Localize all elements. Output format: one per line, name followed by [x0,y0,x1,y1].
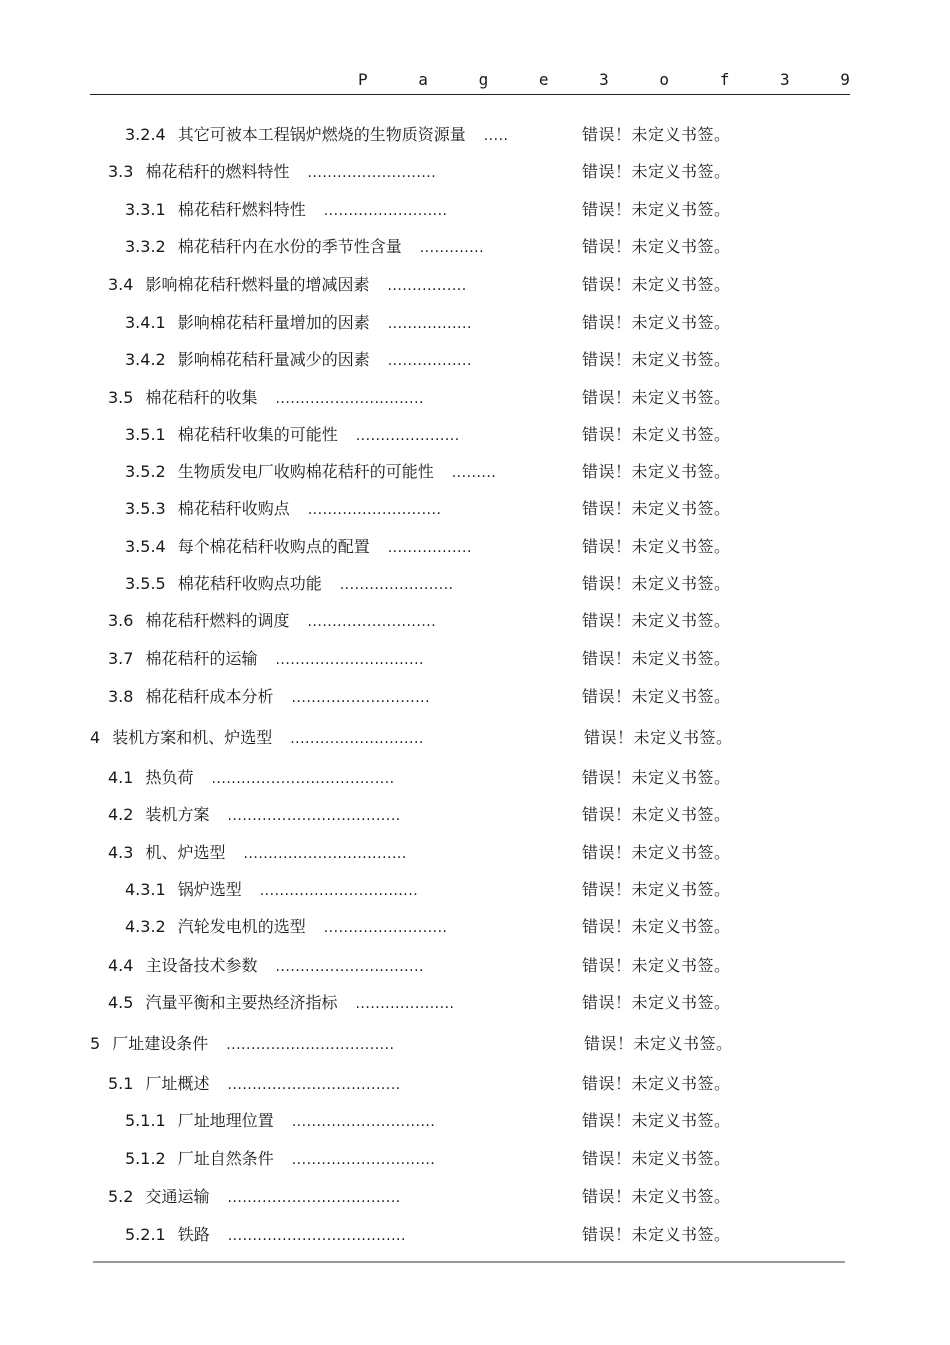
toc-entry[interactable] [0,271,950,299]
toc-dot-leader: ................................... [227,808,401,824]
toc-entry-title: 主设备技术参数 [145,956,258,975]
toc-entry[interactable] [0,1070,950,1098]
toc-dot-leader: ..................... [355,428,460,444]
toc-entry-page-ref: 错误！未定义书签。 [582,880,731,899]
toc-entry[interactable] [0,570,950,598]
header-char: 3 [779,70,790,89]
toc-entry-label [125,533,472,562]
toc-entry-title: 每个棉花秸秆收购点的配置 [177,537,370,556]
toc-entry-title: 交通运输 [145,1187,210,1206]
toc-entry-number: 3.8 [108,687,134,706]
header-char: o [659,70,670,89]
toc-entry[interactable] [0,458,950,486]
footer-rule [93,1261,845,1263]
toc-entry-number: 3.5 [108,388,134,407]
toc-entry-label [125,495,441,524]
toc-entry[interactable] [0,196,950,224]
toc-entry-page-ref: 错误！未定义书签。 [582,611,731,630]
toc-entry-label [125,121,509,150]
toc-entry-page-ref: 错误！未定义书签。 [582,350,731,369]
toc-entry-label [125,196,448,225]
toc-entry-page-ref: 错误！未定义书签。 [582,1225,731,1244]
toc-entry-label [125,913,448,942]
toc-entry-number: 3.2.4 [125,125,166,144]
toc-entry-page-ref: 错误！未定义书签。 [582,388,731,407]
toc-entry-title: 棉花秸秆内在水份的季节性含量 [177,237,402,256]
toc-entry[interactable] [0,839,950,867]
toc-entry-title: 厂址建设条件 [112,1034,209,1053]
toc-entry[interactable] [0,683,950,711]
toc-entry-page-ref: 错误！未定义书签。 [582,275,731,294]
toc-entry-title: 机、炉选型 [145,843,226,862]
toc-entry-page-ref: 错误！未定义书签。 [582,687,731,706]
toc-entry-page-ref: 错误！未定义书签。 [582,125,731,144]
header-char: 3 [599,70,609,89]
toc-entry-title: 棉花秸秆收集的可能性 [177,425,338,444]
toc-entry-title: 棉花秸秆燃料的调度 [145,611,290,630]
toc-entry-title: 厂址概述 [145,1074,210,1093]
toc-entry-number: 3.3.1 [125,200,166,219]
header-char: g [478,70,489,89]
toc-entry-page-ref: 错误！未定义书签。 [582,1149,731,1168]
toc-entry-page-ref: 错误！未定义书签。 [582,649,731,668]
toc-entry[interactable] [0,876,950,904]
toc-entry-label [125,346,472,375]
toc-dot-leader: ................. [387,316,472,332]
toc-entry-label [108,645,424,674]
toc-entry[interactable] [0,384,950,412]
toc-entry-title: 装机方案 [145,805,210,824]
toc-entry-number: 3.4 [108,275,134,294]
toc-entry-page-ref: 错误！未定义书签。 [582,313,731,332]
toc-entry[interactable] [0,1145,950,1173]
toc-dot-leader: .............................. [275,652,424,668]
toc-dot-leader: .......................... [307,165,437,181]
toc-entry-number: 4.3.2 [125,917,166,936]
toc-entry-label [125,1107,435,1136]
toc-entry[interactable] [0,1107,950,1135]
toc-entry-title: 棉花秸秆收购点功能 [177,574,322,593]
toc-entry-page-ref: 错误！未定义书签。 [584,728,733,747]
page-header [90,70,850,95]
header-char: a [418,70,428,89]
toc-entry[interactable] [0,346,950,374]
toc-entry-page-ref: 错误！未定义书签。 [582,1074,731,1093]
toc-entry[interactable] [0,952,950,980]
toc-dot-leader: ......................... [323,203,448,219]
toc-entry-label [90,724,424,753]
toc-entry-number: 3.4.1 [125,313,166,332]
toc-entry-number: 4.1 [108,768,134,787]
toc-entry-label [108,1183,401,1212]
toc-entry-page-ref: 错误！未定义书签。 [582,1111,731,1130]
toc-entry-label [108,384,424,413]
toc-entry-page-ref: 错误！未定义书签。 [584,1034,733,1053]
toc-entry-page-ref: 错误！未定义书签。 [582,574,731,593]
toc-entry[interactable] [0,421,950,449]
header-char: e [538,70,549,89]
toc-entry-number: 3.5.3 [125,499,166,518]
toc-entry-page-ref: 错误！未定义书签。 [582,200,731,219]
toc-entry-number: 4.3.1 [125,880,166,899]
toc-dot-leader: .............................. [275,959,424,975]
toc-entry[interactable] [0,645,950,673]
toc-dot-leader: ................................. [243,846,407,862]
toc-entry-title: 生物质发电厂收购棉花秸秆的可能性 [177,462,434,481]
toc-dot-leader: .................... [355,996,455,1012]
toc-entry-label [108,683,430,712]
toc-entry-title: 铁路 [177,1225,210,1244]
toc-dot-leader: .......................... [307,614,437,630]
toc-entry-number: 3.4.2 [125,350,166,369]
toc-entry-page-ref: 错误！未定义书签。 [582,843,731,862]
toc-dot-leader: ................. [387,540,472,556]
toc-entry-number: 4 [90,728,101,747]
toc-entry-page-ref: 错误！未定义书签。 [582,1187,731,1206]
toc-entry-title: 厂址地理位置 [177,1111,274,1130]
toc-entry[interactable] [0,801,950,829]
toc-entry-number: 3.5.4 [125,537,166,556]
toc-dot-leader: ................. [387,353,472,369]
header-char: f [719,70,730,89]
toc-entry-number: 5.2 [108,1187,134,1206]
toc-entry-title: 热负荷 [145,768,194,787]
toc-entry-title: 厂址自然条件 [177,1149,274,1168]
toc-entry[interactable] [0,724,950,752]
toc-dot-leader: ........................... [307,502,442,518]
toc-entry-title: 影响棉花秸秆量减少的因素 [177,350,370,369]
toc-entry-title: 棉花秸秆成本分析 [145,687,274,706]
toc-dot-leader: ................................... [227,1190,401,1206]
toc-dot-leader: ..... [483,128,509,144]
header-char: P [358,70,368,89]
toc-dot-leader: .............................. [275,391,424,407]
toc-entry-page-ref: 错误！未定义书签。 [582,462,731,481]
toc-entry-number: 5 [90,1034,101,1053]
toc-dot-leader: ......... [451,465,497,481]
toc-entry-label [108,989,454,1018]
page-number-indicator [358,71,850,89]
toc-dot-leader: ............. [419,240,485,256]
toc-dot-leader: ............................ [291,690,431,706]
toc-dot-leader: ................................ [259,883,419,899]
toc-entry-number: 3.7 [108,649,134,668]
toc-entry-page-ref: 错误！未定义书签。 [582,993,731,1012]
toc-entry-page-ref: 错误！未定义书签。 [582,162,731,181]
toc-entry-page-ref: 错误！未定义书签。 [582,237,731,256]
toc-entry-label [125,233,484,262]
toc-entry-label [90,1030,395,1059]
toc-entry[interactable] [0,1183,950,1211]
toc-entry-number: 5.1 [108,1074,134,1093]
toc-entry-number: 5.1.1 [125,1111,166,1130]
toc-entry-number: 4.4 [108,956,134,975]
toc-entry-number: 5.1.2 [125,1149,166,1168]
toc-entry[interactable] [0,989,950,1017]
toc-entry-page-ref: 错误！未定义书签。 [582,917,731,936]
toc-entry-number: 5.2.1 [125,1225,166,1244]
toc-dot-leader: ................ [387,278,467,294]
toc-entry-number: 3.5.2 [125,462,166,481]
toc-entry-title: 装机方案和机、炉选型 [112,728,273,747]
toc-entry-number: 4.3 [108,843,134,862]
toc-entry-label [108,952,424,981]
toc-entry-number: 4.5 [108,993,134,1012]
header-char: 9 [840,70,850,89]
toc-entry-title: 棉花秸秆的燃料特性 [145,162,290,181]
toc-entry-label [125,458,496,487]
toc-entry-label [108,801,401,830]
toc-entry-page-ref: 错误！未定义书签。 [582,805,731,824]
toc-entry[interactable] [0,495,950,523]
toc-entry[interactable] [0,1221,950,1249]
toc-entry-label [108,764,395,793]
toc-dot-leader: ........................... [290,731,424,747]
toc-entry-number: 3.3 [108,162,134,181]
toc-dot-leader: ............................. [291,1152,436,1168]
toc-entry-number: 3.6 [108,611,134,630]
toc-entry[interactable] [0,121,950,149]
toc-entry-title: 汽量平衡和主要热经济指标 [145,993,338,1012]
toc-entry[interactable] [0,764,950,792]
toc-entry[interactable] [0,309,950,337]
toc-entry-label [108,839,407,868]
toc-entry-page-ref: 错误！未定义书签。 [582,768,731,787]
toc-dot-leader: .................................... [227,1228,406,1244]
toc-entry[interactable] [0,1030,950,1058]
toc-dot-leader: ......................... [323,920,448,936]
toc-entry-label [125,309,472,338]
toc-entry[interactable] [0,233,950,261]
toc-entry-title: 棉花秸秆的运输 [145,649,258,668]
toc-entry-label [108,158,436,187]
toc-entry-title: 棉花秸秆收购点 [177,499,290,518]
toc-entry-label [125,1221,406,1250]
toc-entry-title: 其它可被本工程锅炉燃烧的生物质资源量 [177,125,466,144]
toc-entry-title: 棉花秸秆燃料特性 [177,200,306,219]
toc-entry-title: 锅炉选型 [177,880,242,899]
toc-entry[interactable] [0,533,950,561]
toc-entry-title: 汽轮发电机的选型 [177,917,306,936]
toc-entry-title: 影响棉花秸秆量增加的因素 [177,313,370,332]
toc-entry[interactable] [0,913,950,941]
toc-entry-label [125,1145,435,1174]
toc-dot-leader: ............................. [291,1114,436,1130]
toc-entry-number: 4.2 [108,805,134,824]
toc-entry[interactable] [0,607,950,635]
toc-entry-page-ref: 错误！未定义书签。 [582,425,731,444]
toc-entry-label [125,421,460,450]
toc-entry-label [125,876,418,905]
toc-dot-leader: ..................................... [211,771,395,787]
toc-entry-label [108,271,467,300]
toc-entry-label [125,570,454,599]
toc-entry-page-ref: 错误！未定义书签。 [582,499,731,518]
toc-entry-title: 棉花秸秆的收集 [145,388,258,407]
toc-entry-page-ref: 错误！未定义书签。 [582,956,731,975]
toc-dot-leader: ................................... [227,1077,401,1093]
toc-dot-leader: .................................. [226,1037,395,1053]
toc-dot-leader: ....................... [339,577,454,593]
toc-entry-page-ref: 错误！未定义书签。 [582,537,731,556]
toc-entry-number: 3.3.2 [125,237,166,256]
toc-entry[interactable] [0,158,950,186]
toc-entry-label [108,607,436,636]
toc-entry-label [108,1070,401,1099]
toc-entry-number: 3.5.5 [125,574,166,593]
toc-entry-number: 3.5.1 [125,425,166,444]
toc-entry-title: 影响棉花秸秆燃料量的增减因素 [145,275,370,294]
